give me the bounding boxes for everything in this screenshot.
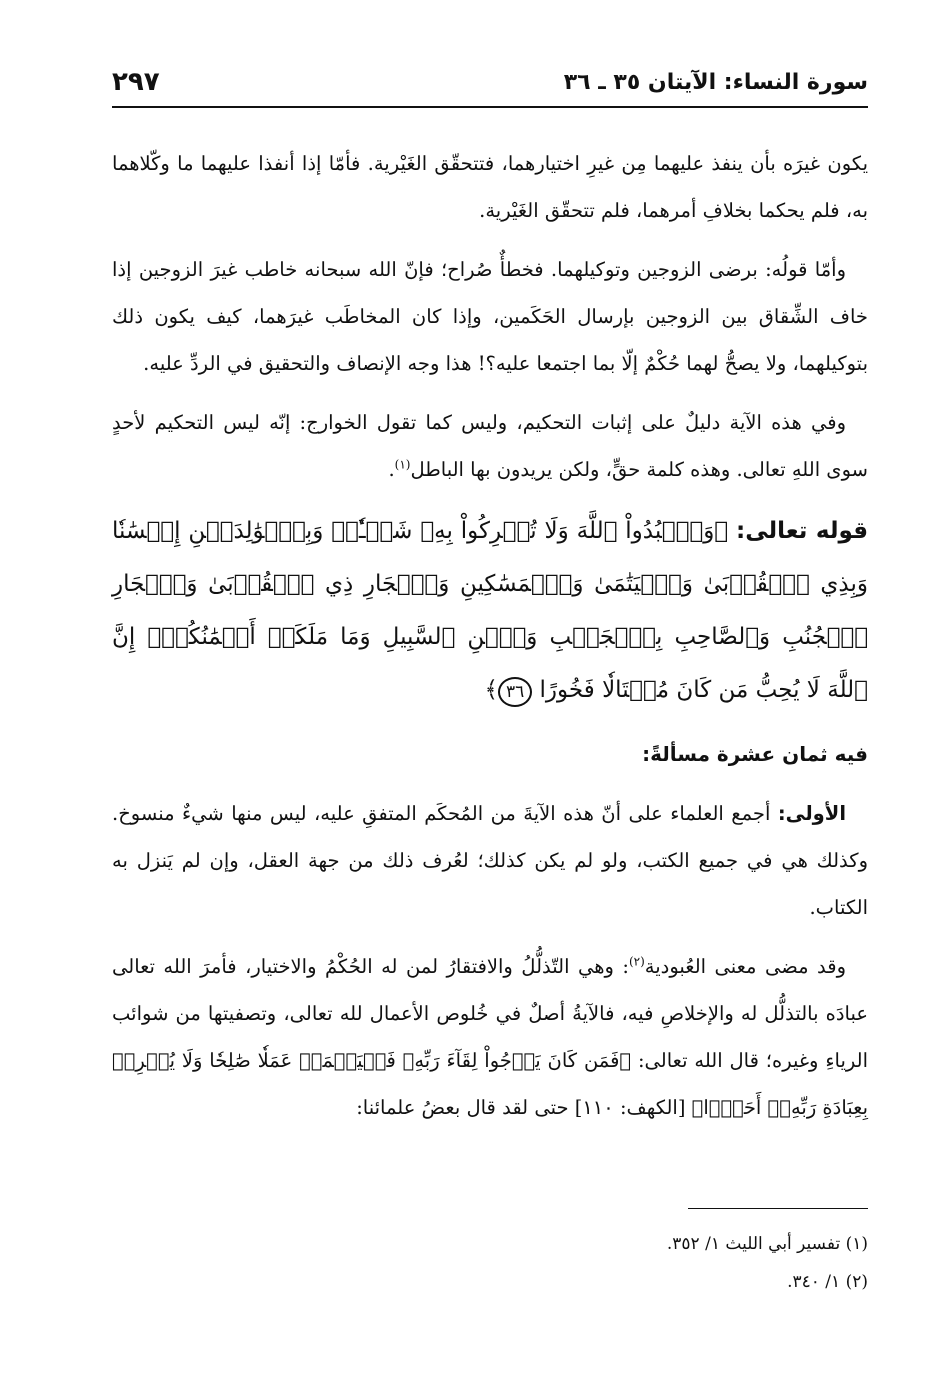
- paragraph-3-text: وفي هذه الآية دليلٌ على إثبات التحكيم، وليس كما تقول الخوارج: إنّه ليس التحكيم لأحدٍ سوى اللهِ تعالى. وهذه كلمة حقٍّ، ولكن يريدون بها الباطل: [112, 411, 868, 481]
- quran-verse-block: [112, 505, 868, 717]
- running-header: [112, 58, 868, 108]
- quran-citation: [الكهف: ١١٠]: [568, 1096, 692, 1119]
- quran-verse: ﴿وَٱعۡبُدُواْ ٱللَّهَ وَلَا تُشۡرِكُواْ بِهِۦ شَيۡـٔٗاۖ وَبِٱلۡوَٰلِدَيۡنِ إِحۡسَٰنٗا وَبِذِي ٱلۡقُرۡبَىٰ وَٱلۡيَتَٰمَىٰ وَٱلۡمَسَٰكِينِ وَٱلۡجَارِ ذِي ٱلۡقُرۡبَىٰ وَٱلۡجَارِ ٱلۡجُنُبِ وَٱلصَّاحِبِ بِٱلۡجَنۢبِ وَٱبۡنِ ٱلسَّبِيلِ وَمَا مَلَكَتۡ أَيۡمَٰنُكُمۡۗ إِنَّ ٱللَّهَ لَا يُحِبُّ مَن كَانَ مُخۡتَالٗا فَخُورًا: [112, 518, 868, 703]
- paragraph-3: [112, 399, 868, 493]
- paragraph-2: وأمّا قولُه: برضى الزوجين وتوكيلهما. فخطأٌ صُراح؛ فإنّ الله سبحانه خاطب غيرَ الزوجين إذا خاف الشِّقاق بين الزوجين بإرسال الحَكَمين، وإذا كان المخاطَب غيرَهما، كيف يكون ذلك بتوكيلهما، ولا يصحُّ لهما حُكْمٌ إلّا بما اجتمعا عليه؟! هذا وجه الإنصاف والتحقيق في الردِّ عليه.: [112, 258, 868, 375]
- footnote-2: (٢) ١/ ٣٤٠.: [787, 1272, 868, 1292]
- section-heading: فيه ثمان عشرة مسألةً:: [642, 742, 868, 766]
- page-number: ٢٩٧: [112, 67, 160, 97]
- paragraph-5-after: : وهي التّذلُّلُ والافتقارُ لمن له الحُكْمُ والاختيار، فأمرَ الله تعالى عبادَه بالتذلُّل له والإخلاصِ فيه، فالآيةُ أصلٌ في خُلوص الأعمال لله تعالى، وتصفيتها من شوائب الرياءِ وغيره؛ قال الله تعالى:: [112, 955, 868, 1072]
- paragraph-5-end: حتى لقد قال بعضُ علمائنا:: [356, 1096, 569, 1119]
- footnote-1: (١) تفسير أبي الليث ١/ ٣٥٢.: [666, 1234, 868, 1254]
- footnote-ref-1: (١): [394, 457, 411, 472]
- paragraph-1: يكون غيرَه بأن ينفذ عليهما مِن غيرِ اختيارهما، فتتحقّق الغَيْرية. فأمّا إذا أنفذا عليهما ما وكّلاهما به، فلم يحكما بخلافِ أمرهما، فلم تتحقّق الغَيْرية.: [112, 152, 868, 222]
- header-title: سورة النساء: الآيتان ٣٥ ـ ٣٦: [563, 69, 868, 95]
- paragraph-5: [112, 943, 868, 1131]
- footnote-ref-2: (٢): [628, 954, 645, 969]
- footnote-divider: [688, 1208, 868, 1209]
- issue-1-paragraph: [112, 790, 868, 931]
- paragraph-5-before: وقد مضى معنى العُبودية: [644, 955, 846, 978]
- quran-close-bracket: ﴾: [484, 677, 498, 703]
- quran-quote-kahf: ﴿فَمَن كَانَ يَرۡجُواْ لِقَآءَ رَبِّهِۦ فَلۡيَعۡمَلۡ عَمَلٗا صَٰلِحٗا وَلَا يُشۡرِكۡ بِعِبَادَةِ رَبِّهِۦٓ أَحَدَۢا﴾: [112, 1049, 868, 1119]
- quran-label: قوله تعالى:: [736, 518, 869, 544]
- main-text: [112, 140, 868, 1143]
- footnotes: [112, 1225, 868, 1301]
- paragraph-3-end: .: [388, 458, 395, 481]
- issue-1-label: الأولى:: [777, 802, 847, 825]
- issue-1-text: أجمع العلماء على أنّ هذه الآيةَ من المُحكَم المتفقِ عليه، ليس منها شيءٌ منسوخ. وكذلك هي في جميع الكتب، ولو لم يكن كذلك؛ لعُرف ذلك من جهة العقل، وإن لم يَنزل به الكتاب.: [112, 802, 868, 919]
- ayah-number-marker: ٣٦: [498, 677, 532, 707]
